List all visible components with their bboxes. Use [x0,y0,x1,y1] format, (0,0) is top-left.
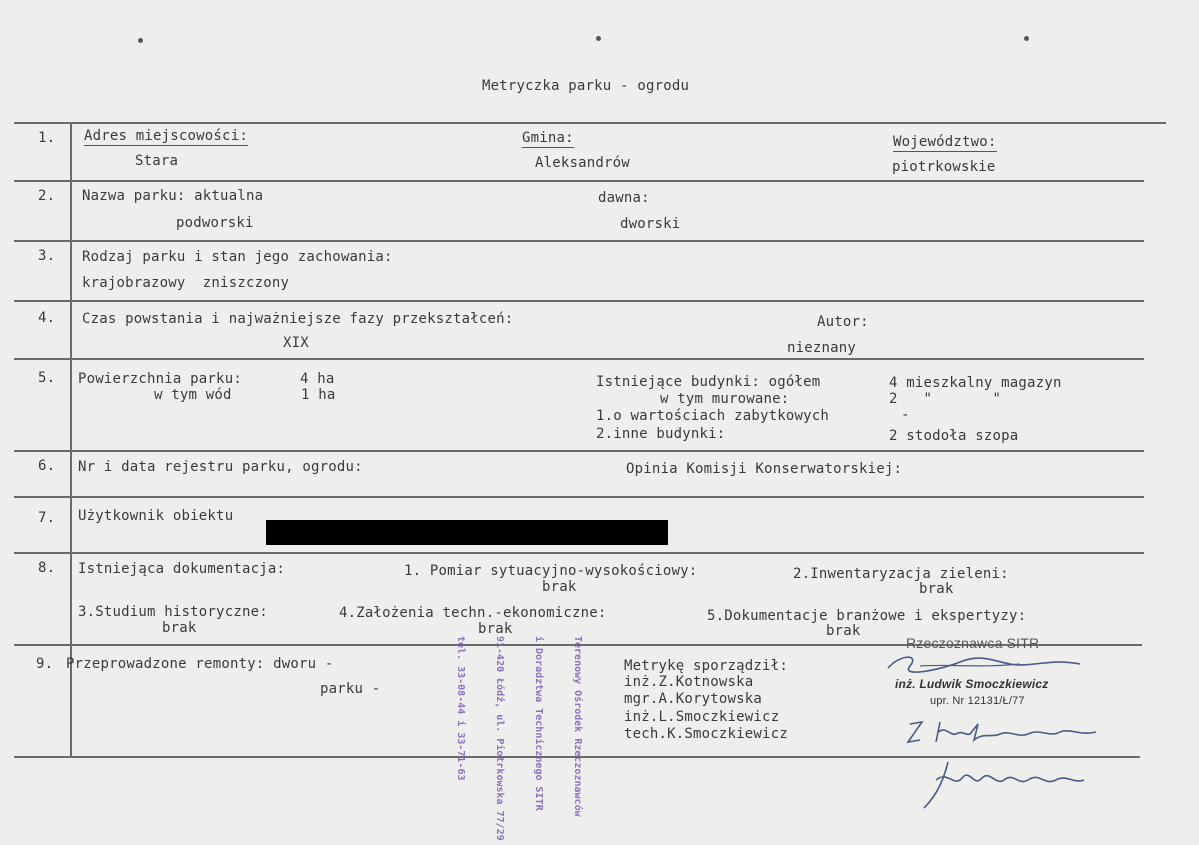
water-value: 1 ha [301,387,336,403]
expert-documentation-value: brak [826,623,861,639]
historic-buildings-value: - [901,407,910,423]
row-number: 7. [38,510,56,526]
redaction-bar [266,520,668,545]
masonry-label: w tym murowane: [660,391,790,407]
table-rule [14,180,1144,182]
register-label: Nr i data rejestru parku, ogrodu: [78,459,363,475]
table-rule [14,496,1144,498]
commission-opinion-label: Opinia Komisji Konserwatorskiej: [626,461,903,477]
documentation-label: Istniejąca dokumentacja: [78,561,286,577]
former-name-label: dawna: [598,190,650,206]
area-value: 4 ha [300,371,335,387]
user-label: Użytkownik obiektu [78,508,234,524]
table-rule [14,300,1144,302]
punch-hole [1024,36,1029,41]
author-label: Autor: [817,314,869,330]
water-label: w tym wód [154,387,232,403]
row-number: 2. [38,188,56,204]
renovations-label: Przeprowadzone remonty: dworu - [66,656,334,672]
address-value: Stara [135,153,179,169]
row-number: 3. [38,248,56,264]
park-type-value: krajobrazowy zniszczony [82,275,290,291]
historic-buildings-label: 1.o wartościach zabytkowych [596,408,829,424]
park-renovation-label: parku - [320,681,381,697]
prepared-by-label: Metrykę sporządził: [624,658,788,674]
sitr-name: inż. Ludwik Smoczkiewicz [895,677,1049,691]
row-number: 8. [38,560,56,576]
document-title: Metryczka parku - ogrodu [482,78,690,94]
author-name: inż.L.Smoczkiewicz [624,709,780,725]
creation-time-value: XIX [283,335,309,351]
row-number: 1. [38,130,56,146]
author-name: mgr.A.Korytowska [624,691,763,707]
technical-assumptions-label: 4.Założenia techn.-ekonomiczne: [339,605,607,621]
former-name-value: dworski [620,216,681,232]
park-type-label: Rodzaj parku i stan jego zachowania: [82,249,393,265]
survey-label: 1. Pomiar sytuacyjno-wysokościowy: [404,563,698,579]
punch-hole [138,38,143,43]
greenery-inventory-label: 2.Inwentaryzacja zieleni: [793,566,1009,582]
survey-value: brak [542,579,577,595]
greenery-inventory-value: brak [919,581,954,597]
stamp-line: tel. 33-08-44 i 33-71-63 [455,636,466,781]
creation-time-label: Czas powstania i najważniejsze fazy przekształceń: [82,311,514,327]
author-name: tech.K.Smoczkiewicz [624,726,788,742]
punch-hole [596,36,601,41]
technical-assumptions-value: brak [478,621,513,637]
office-stamp [428,636,610,841]
buildings-value: 4 mieszkalny magazyn [889,375,1062,391]
signature-kotnowska [900,712,1110,748]
signature-smoczkiewicz [918,758,1098,812]
row-number: 5. [38,370,56,386]
address-label: Adres miejscowości: [84,128,248,144]
area-label: Powierzchnia parku: [78,371,242,387]
park-name-label: Nazwa parku: aktualna [82,188,264,204]
stamp-line: Terenowy Ośrodek Rzeczoznawców [572,636,583,817]
table-rule [14,240,1144,242]
expert-documentation-label: 5.Dokumentacje branżowe i ekspertyzy: [707,608,1027,624]
other-buildings-value: 2 stodoła szopa [889,428,1019,444]
other-buildings-label: 2.inne budynki: [596,426,726,442]
table-rule [14,358,1144,360]
voivodeship-value: piotrkowskie [892,159,996,175]
gmina-label: Gmina: [522,130,574,146]
signature-stamp [880,650,1090,680]
row-number: 4. [38,310,56,326]
author-value: nieznany [787,340,857,356]
historical-study-value: brak [162,620,197,636]
masonry-value: 2 " " [889,391,1002,407]
gmina-value: Aleksandrów [535,155,630,171]
voivodeship-label: Województwo: [893,134,997,150]
table-rule [14,552,1144,554]
row-number: 6. [38,458,56,474]
row-number: 9. [36,656,54,672]
sitr-header: Rzeczoznawca SITR [906,635,1040,651]
author-name: inż.Z.Kotnowska [624,674,754,690]
stamp-line: 91-420 Łódź, ul. Piotrkowska 77/29 [494,636,505,841]
stamp-line: i Doradztwa Technicznego SITR [533,636,544,811]
table-rule [14,122,1166,124]
historical-study-label: 3.Studium historyczne: [78,604,268,620]
park-name-value: podworski [176,215,254,231]
buildings-label: Istniejące budynki: ogółem [596,374,821,390]
table-rule [14,450,1144,452]
sitr-number: upr. Nr 12131/Ł/77 [930,695,1025,707]
